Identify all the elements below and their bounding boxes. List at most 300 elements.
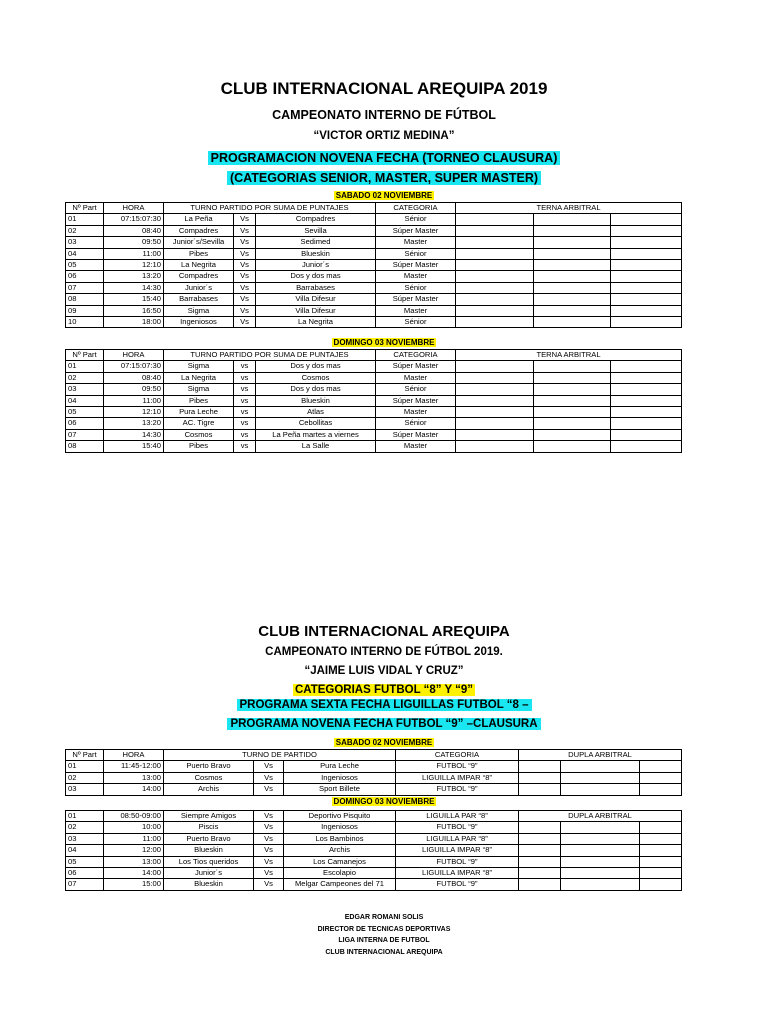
category-cell: Master <box>376 372 456 383</box>
versus-cell: Vs <box>234 271 256 282</box>
match-number-cell: 10 <box>66 317 104 328</box>
referee-cell[interactable] <box>611 305 682 316</box>
referee-cell[interactable] <box>611 282 682 293</box>
away-team-cell: Compadres <box>256 214 376 225</box>
away-team-cell: Atlas <box>256 407 376 418</box>
match-number-cell: 02 <box>66 822 104 833</box>
category-cell: LIGUILLA IMPAR “8” <box>396 845 519 856</box>
versus-cell: vs <box>234 429 256 440</box>
home-team-cell: Siempre Amigos <box>164 811 254 822</box>
table-header-row <box>66 203 682 214</box>
category-cell: Sénior <box>376 282 456 293</box>
home-team-cell: Junior´s <box>164 868 254 879</box>
match-number-cell: 03 <box>66 833 104 844</box>
table-row <box>66 260 682 271</box>
referee-cell[interactable] <box>456 407 534 418</box>
category-cell: FUTBOL “9” <box>396 879 519 890</box>
away-team-cell: Ingeniosos <box>284 822 396 833</box>
referee-cell[interactable] <box>534 372 611 383</box>
referee-cell[interactable] <box>640 868 682 879</box>
category-cell: LIGUILLA IMPAR “8” <box>396 772 519 783</box>
category-cell: LIGUILLA PAR “8” <box>396 811 519 822</box>
versus-cell: Vs <box>234 294 256 305</box>
match-time-cell: 13:20 <box>104 271 164 282</box>
section2-day2-label: DOMINGO 03 NOVIEMBRE <box>333 797 435 806</box>
referee-cell[interactable] <box>640 833 682 844</box>
table-row <box>66 317 682 328</box>
signature-line: DIRECTOR DE TECNICAS DEPORTIVAS <box>317 925 451 933</box>
match-time-cell: 11:00 <box>104 248 164 259</box>
referee-cell[interactable] <box>611 441 682 452</box>
referee-cell[interactable] <box>456 317 534 328</box>
col-header-terna: TERNA ARBITRAL <box>456 350 682 361</box>
away-team-cell: Blueskin <box>256 395 376 406</box>
home-team-cell: Blueskin <box>164 845 254 856</box>
referee-cell[interactable] <box>611 260 682 271</box>
match-number-cell: 07 <box>66 282 104 293</box>
referee-cell[interactable] <box>519 868 561 879</box>
referee-cell[interactable] <box>640 772 682 783</box>
col-header-terna: TERNA ARBITRAL <box>456 203 682 214</box>
match-time-cell: 14:00 <box>104 784 164 795</box>
referee-cell[interactable] <box>456 305 534 316</box>
versus-cell: Vs <box>234 214 256 225</box>
versus-cell: vs <box>234 407 256 418</box>
signature-line: LIGA INTERNA DE FUTBOL <box>338 937 430 944</box>
match-time-cell: 18:00 <box>104 317 164 328</box>
home-team-cell: Sigma <box>164 305 234 316</box>
versus-cell: vs <box>234 395 256 406</box>
table-row <box>66 811 682 822</box>
home-team-cell: AC. Tigre <box>164 418 234 429</box>
referee-cell[interactable] <box>534 429 611 440</box>
referee-cell[interactable] <box>534 248 611 259</box>
home-team-cell: Junior´s <box>164 282 234 293</box>
match-time-cell: 14:30 <box>104 282 164 293</box>
home-team-cell: Cosmos <box>164 429 234 440</box>
versus-cell: vs <box>234 418 256 429</box>
match-time-cell: 11:00 <box>104 833 164 844</box>
referee-cell[interactable] <box>640 879 682 890</box>
referee-cell[interactable] <box>611 271 682 282</box>
referee-cell[interactable] <box>456 225 534 236</box>
match-number-cell: 03 <box>66 237 104 248</box>
versus-cell: Vs <box>254 811 284 822</box>
match-number-cell: 06 <box>66 418 104 429</box>
home-team-cell: Puerto Bravo <box>164 761 254 772</box>
section1-tournament-name: “VICTOR ORTIZ MEDINA” <box>313 130 455 142</box>
away-team-cell: Melgar Campeones del 71 <box>284 879 396 890</box>
home-team-cell: La Negrita <box>164 260 234 271</box>
match-number-cell: 07 <box>66 879 104 890</box>
category-cell: FUTBOL “9” <box>396 822 519 833</box>
referee-cell[interactable] <box>456 248 534 259</box>
away-team-cell: Los Bambinos <box>284 833 396 844</box>
away-team-cell: Dos y dos mas <box>256 271 376 282</box>
section1-categories: (CATEGORIAS SENIOR, MASTER, SUPER MASTER) <box>0 171 768 185</box>
match-time-cell: 07:15:07:30 <box>104 361 164 372</box>
category-cell: Sénior <box>376 214 456 225</box>
match-number-cell: 04 <box>66 845 104 856</box>
col-header-dupla: DUPLA ARBITRAL <box>519 811 682 822</box>
away-team-cell: Escolapio <box>284 868 396 879</box>
away-team-cell: Blueskin <box>256 248 376 259</box>
match-number-cell: 08 <box>66 294 104 305</box>
versus-cell: Vs <box>254 822 284 833</box>
table-row <box>66 833 682 844</box>
col-header-part: Nº Part <box>66 203 104 214</box>
home-team-cell: Pibes <box>164 441 234 452</box>
section1-subtitle: CAMPEONATO INTERNO DE FÚTBOL <box>272 108 496 122</box>
table-row <box>66 761 682 772</box>
match-number-cell: 03 <box>66 384 104 395</box>
match-number-cell: 07 <box>66 429 104 440</box>
match-time-cell: 08:40 <box>104 372 164 383</box>
section1-program: PROGRAMACION NOVENA FECHA (TORNEO CLAUSURA) <box>0 151 768 165</box>
col-header-hora: HORA <box>104 350 164 361</box>
referee-cell[interactable] <box>534 282 611 293</box>
versus-cell: Vs <box>254 868 284 879</box>
category-cell: LIGUILLA IMPAR “8” <box>396 868 519 879</box>
referee-cell[interactable] <box>611 237 682 248</box>
away-team-cell: Sport Billete <box>284 784 396 795</box>
referee-cell[interactable] <box>456 441 534 452</box>
col-header-hora: HORA <box>104 203 164 214</box>
home-team-cell: Archis <box>164 784 254 795</box>
match-time-cell: 08:50-09:00 <box>104 811 164 822</box>
category-cell: Súper Master <box>376 260 456 271</box>
col-header-part: Nº Part <box>66 750 104 761</box>
section1-title: CLUB INTERNACIONAL AREQUIPA 2019 <box>220 79 548 98</box>
away-team-cell: La Salle <box>256 441 376 452</box>
versus-cell: Vs <box>234 317 256 328</box>
versus-cell: vs <box>234 384 256 395</box>
category-cell: Sénior <box>376 418 456 429</box>
home-team-cell: Junior´s/Sevilla <box>164 237 234 248</box>
table-row <box>66 305 682 316</box>
table-row <box>66 868 682 879</box>
referee-cell[interactable] <box>456 372 534 383</box>
referee-cell[interactable] <box>561 879 640 890</box>
table-row <box>66 248 682 259</box>
versus-cell: Vs <box>234 225 256 236</box>
referee-cell[interactable] <box>456 418 534 429</box>
referee-cell[interactable] <box>640 845 682 856</box>
match-time-cell: 14:30 <box>104 429 164 440</box>
home-team-cell: Sigma <box>164 384 234 395</box>
referee-cell[interactable] <box>640 822 682 833</box>
referee-cell[interactable] <box>640 761 682 772</box>
referee-cell[interactable] <box>534 361 611 372</box>
col-header-categoria: CATEGORIA <box>396 750 519 761</box>
match-time-cell: 11:00 <box>104 395 164 406</box>
referee-cell[interactable] <box>519 879 561 890</box>
referee-cell[interactable] <box>534 395 611 406</box>
referee-cell[interactable] <box>611 429 682 440</box>
versus-cell: Vs <box>254 879 284 890</box>
referee-cell[interactable] <box>561 845 640 856</box>
referee-cell[interactable] <box>611 407 682 418</box>
category-cell: LIGUILLA PAR “8” <box>396 833 519 844</box>
referee-cell[interactable] <box>456 294 534 305</box>
home-team-cell: Pibes <box>164 395 234 406</box>
match-number-cell: 01 <box>66 811 104 822</box>
referee-cell[interactable] <box>611 225 682 236</box>
referee-cell[interactable] <box>534 418 611 429</box>
referee-cell[interactable] <box>611 248 682 259</box>
match-time-cell: 13:00 <box>104 772 164 783</box>
match-number-cell: 09 <box>66 305 104 316</box>
referee-cell[interactable] <box>611 317 682 328</box>
match-number-cell: 06 <box>66 868 104 879</box>
category-cell: Sénior <box>376 248 456 259</box>
category-cell: FUTBOL “9” <box>396 856 519 867</box>
versus-cell: vs <box>234 441 256 452</box>
category-cell: Sénior <box>376 384 456 395</box>
category-cell: Master <box>376 407 456 418</box>
referee-cell[interactable] <box>611 384 682 395</box>
table-row <box>66 822 682 833</box>
col-header-turno: TURNO DE PARTIDO <box>164 750 396 761</box>
referee-cell[interactable] <box>534 214 611 225</box>
match-time-cell: 15:40 <box>104 441 164 452</box>
col-header-turno: TURNO PARTIDO POR SUMA DE PUNTAJES <box>164 350 376 361</box>
versus-cell: Vs <box>234 282 256 293</box>
category-cell: Sénior <box>376 317 456 328</box>
referee-cell[interactable] <box>534 407 611 418</box>
category-cell: Súper Master <box>376 294 456 305</box>
versus-cell: Vs <box>254 845 284 856</box>
match-time-cell: 07:15:07:30 <box>104 214 164 225</box>
referee-cell[interactable] <box>561 868 640 879</box>
referee-cell[interactable] <box>456 271 534 282</box>
referee-cell[interactable] <box>519 784 561 795</box>
table-row <box>66 407 682 418</box>
referee-cell[interactable] <box>561 833 640 844</box>
section2-categories: CATEGORIAS FUTBOL “8” Y “9” <box>294 684 474 696</box>
section2-tournament-name: “JAIME LUIS VIDAL Y CRUZ” <box>304 665 464 677</box>
home-team-cell: Barrabases <box>164 294 234 305</box>
table-row <box>66 418 682 429</box>
category-cell: FUTBOL “9” <box>396 784 519 795</box>
away-team-cell: Cebollitas <box>256 418 376 429</box>
match-time-cell: 12:10 <box>104 260 164 271</box>
referee-cell[interactable] <box>611 361 682 372</box>
category-cell: FUTBOL “9” <box>396 761 519 772</box>
referee-cell[interactable] <box>611 214 682 225</box>
away-team-cell: Sedimed <box>256 237 376 248</box>
table-row <box>66 856 682 867</box>
away-team-cell: Dos y dos mas <box>256 361 376 372</box>
table-header-row <box>66 750 682 761</box>
table-row <box>66 372 682 383</box>
away-team-cell: Junior´s <box>256 260 376 271</box>
match-number-cell: 08 <box>66 441 104 452</box>
match-time-cell: 09:50 <box>104 384 164 395</box>
col-header-hora: HORA <box>104 750 164 761</box>
referee-cell[interactable] <box>519 833 561 844</box>
table-row <box>66 361 682 372</box>
referee-cell[interactable] <box>456 395 534 406</box>
table-row <box>66 384 682 395</box>
section2-program-line1: PROGRAMA SEXTA FECHA LIGUILLAS FUTBOL “8 – <box>0 699 768 711</box>
home-team-cell: Puerto Bravo <box>164 833 254 844</box>
category-cell: Súper Master <box>376 429 456 440</box>
match-number-cell: 05 <box>66 260 104 271</box>
home-team-cell: La Peña <box>164 214 234 225</box>
referee-cell[interactable] <box>456 237 534 248</box>
home-team-cell: Blueskin <box>164 879 254 890</box>
match-time-cell: 16:50 <box>104 305 164 316</box>
versus-cell: Vs <box>234 248 256 259</box>
versus-cell: Vs <box>254 856 284 867</box>
col-header-part: Nº Part <box>66 350 104 361</box>
away-team-cell: Barrabases <box>256 282 376 293</box>
referee-cell[interactable] <box>519 772 561 783</box>
signature-block <box>0 912 768 958</box>
referee-cell[interactable] <box>534 271 611 282</box>
away-team-cell: Cosmos <box>256 372 376 383</box>
table-row <box>66 214 682 225</box>
away-team-cell: Villa Difesur <box>256 294 376 305</box>
match-number-cell: 02 <box>66 372 104 383</box>
match-time-cell: 12:10 <box>104 407 164 418</box>
section2-subtitle: CAMPEONATO INTERNO DE FÚTBOL 2019. <box>265 646 503 658</box>
category-cell: Master <box>376 305 456 316</box>
referee-cell[interactable] <box>534 441 611 452</box>
match-number-cell: 01 <box>66 214 104 225</box>
away-team-cell: La Peña martes a viernes <box>256 429 376 440</box>
versus-cell: vs <box>234 361 256 372</box>
category-cell: Master <box>376 237 456 248</box>
away-team-cell: La Negrita <box>256 317 376 328</box>
col-header-turno: TURNO PARTIDO POR SUMA DE PUNTAJES <box>164 203 376 214</box>
away-team-cell: Sevilla <box>256 225 376 236</box>
referee-cell[interactable] <box>534 237 611 248</box>
home-team-cell: La Negrita <box>164 372 234 383</box>
referee-cell[interactable] <box>456 282 534 293</box>
referee-cell[interactable] <box>534 305 611 316</box>
match-time-cell: 13:20 <box>104 418 164 429</box>
referee-cell[interactable] <box>561 784 640 795</box>
table-row <box>66 429 682 440</box>
referee-cell[interactable] <box>519 845 561 856</box>
home-team-cell: Compadres <box>164 271 234 282</box>
home-team-cell: Piscis <box>164 822 254 833</box>
table-row <box>66 225 682 236</box>
home-team-cell: Ingeniosos <box>164 317 234 328</box>
match-number-cell: 01 <box>66 761 104 772</box>
section1-day2-table <box>65 349 682 453</box>
referee-cell[interactable] <box>534 225 611 236</box>
section2-day2-table <box>65 810 682 891</box>
col-header-categoria: CATEGORIA <box>376 203 456 214</box>
match-time-cell: 11:45-12:00 <box>104 761 164 772</box>
table-row <box>66 282 682 293</box>
referee-cell[interactable] <box>534 294 611 305</box>
signature-line: EDGAR ROMANI SOLIS <box>344 914 424 921</box>
table-row <box>66 441 682 452</box>
referee-cell[interactable] <box>456 384 534 395</box>
section1-day2-label: DOMINGO 03 NOVIEMBRE <box>333 338 435 347</box>
versus-cell: Vs <box>254 761 284 772</box>
section1-day1-table <box>65 202 682 328</box>
referee-cell[interactable] <box>561 856 640 867</box>
away-team-cell: Ingeniosos <box>284 772 396 783</box>
table-row <box>66 845 682 856</box>
signature-line: CLUB INTERNACIONAL AREQUIPA <box>325 948 443 956</box>
home-team-cell: Pura Leche <box>164 407 234 418</box>
match-number-cell: 02 <box>66 225 104 236</box>
match-number-cell: 04 <box>66 395 104 406</box>
table-header-row <box>66 350 682 361</box>
table-row <box>66 772 682 783</box>
section2-program-line2: PROGRAMA NOVENA FECHA FUTBOL “9” –CLAUSURA <box>0 718 768 730</box>
referee-cell[interactable] <box>561 761 640 772</box>
referee-cell[interactable] <box>611 395 682 406</box>
table-row <box>66 271 682 282</box>
versus-cell: Vs <box>254 784 284 795</box>
referee-cell[interactable] <box>456 429 534 440</box>
versus-cell: Vs <box>234 305 256 316</box>
match-number-cell: 01 <box>66 361 104 372</box>
match-number-cell: 05 <box>66 407 104 418</box>
home-team-cell: Pibes <box>164 248 234 259</box>
referee-cell[interactable] <box>456 361 534 372</box>
away-team-cell: Los Camanejos <box>284 856 396 867</box>
referee-cell[interactable] <box>534 260 611 271</box>
category-cell: Súper Master <box>376 395 456 406</box>
section2-title: CLUB INTERNACIONAL AREQUIPA <box>258 623 510 640</box>
referee-cell[interactable] <box>611 372 682 383</box>
match-time-cell: 12:00 <box>104 845 164 856</box>
away-team-cell: Pura Leche <box>284 761 396 772</box>
referee-cell[interactable] <box>640 856 682 867</box>
table-row <box>66 237 682 248</box>
table-row <box>66 879 682 890</box>
referee-cell[interactable] <box>561 822 640 833</box>
versus-cell: Vs <box>234 237 256 248</box>
referee-cell[interactable] <box>534 384 611 395</box>
match-time-cell: 14:00 <box>104 868 164 879</box>
section1-day1-label: SABADO 02 NOVIEMBRE <box>335 191 433 200</box>
referee-cell[interactable] <box>611 418 682 429</box>
referee-cell[interactable] <box>456 260 534 271</box>
table-row <box>66 784 682 795</box>
referee-cell[interactable] <box>611 294 682 305</box>
versus-cell: Vs <box>254 833 284 844</box>
category-cell: Súper Master <box>376 225 456 236</box>
away-team-cell: Villa Difesur <box>256 305 376 316</box>
match-time-cell: 13:00 <box>104 856 164 867</box>
away-team-cell: Archis <box>284 845 396 856</box>
table-row <box>66 294 682 305</box>
referee-cell[interactable] <box>456 214 534 225</box>
referee-cell[interactable] <box>519 856 561 867</box>
referee-cell[interactable] <box>561 772 640 783</box>
home-team-cell: Los Tios queridos <box>164 856 254 867</box>
referee-cell[interactable] <box>534 317 611 328</box>
home-team-cell: Compadres <box>164 225 234 236</box>
category-cell: Súper Master <box>376 361 456 372</box>
referee-cell[interactable] <box>519 761 561 772</box>
match-time-cell: 15:00 <box>104 879 164 890</box>
versus-cell: vs <box>234 372 256 383</box>
section2-day1-label: SABADO 02 NOVIEMBRE <box>335 738 433 747</box>
match-number-cell: 06 <box>66 271 104 282</box>
referee-cell[interactable] <box>640 784 682 795</box>
referee-cell[interactable] <box>519 822 561 833</box>
